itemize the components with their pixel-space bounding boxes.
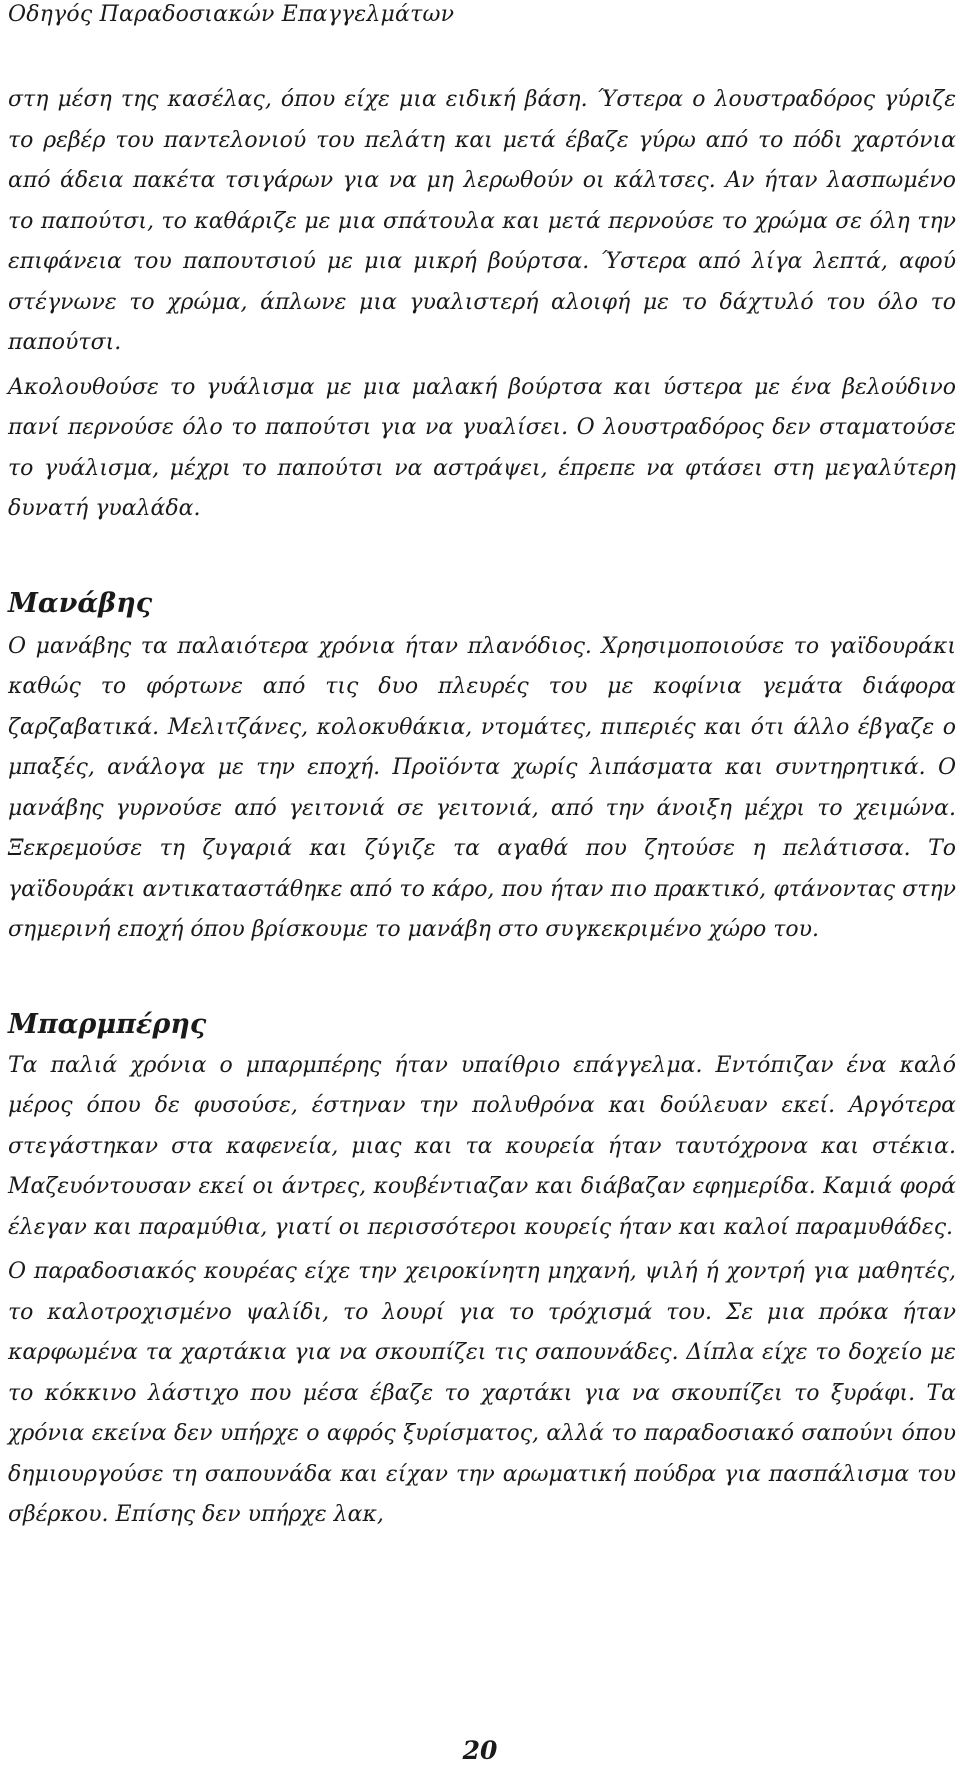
running-header: Οδηγός Παραδοσιακών Επαγγελμάτων <box>8 2 455 27</box>
paragraph-shoeshine-1: στη μέση της κασέλας, όπου είχε μια ειδική βάση. Ύστερα ο λουστραδόρος γύριζε το ρεβέρ του παντελονιού του πελάτη και μετά έβαζε γύρω από το πόδι χαρτόνια από άδεια πακέτα τσιγάρων για να μη λερωθούν οι κάλτσες. Αν ήταν λασπωμένο το παπούτσι, το καθάριζε με μια σπάτουλα και μετά περνούσε το χρώμα σε όλη την επιφάνεια του παπουτσιού με μια μικρή βούρτσα. Ύστερα από λίγα λεπτά, αφού στέγνωνε το χρώμα, άπλωνε μια γυαλιστερή αλοιφή με το δάχτυλό του όλο το παπούτσι. <box>8 87 956 355</box>
paragraph-shoeshine-2: Ακολουθούσε το γυάλισμα με μια μαλακή βούρτσα και ύστερα με ένα βελούδινο πανί περνούσε όλο το παπούτσι για να γυαλίσει. Ο λουστραδόρος δεν σταματούσε το γυάλισμα, μέχρι το παπούτσι να αστράψει, έπρεπε να φτάσει στη μεγαλύτερη δυνατή γυαλάδα. <box>8 374 956 521</box>
section-heading-manavis: Μανάβης <box>8 587 153 619</box>
paragraph-manavis-1: Ο μανάβης τα παλαιότερα χρόνια ήταν πλανόδιος. Χρησιμοποιούσε το γαϊδουράκι καθώς το φόρτωνε από τις δυο πλευρές του με κοφίνια γεμάτα διάφορα ζαρζαβατικά. Μελιτζάνες, κολοκυθάκια, ντομάτες, πιπεριές και ότι άλλο έβγαζε ο μπαξές, ανάλογα με την εποχή. Προϊόντα χωρίς λιπάσματα και συντηρητικά. Ο μανάβης γυρνούσε από γειτονιά σε γειτονιά, από την άνοιξη μέχρι το χειμώνα. Ξεκρεμούσε τη ζυγαριά και ζύγιζε τα αγαθά που ζητούσε η πελάτισσα. Το γαϊδουράκι αντικαταστάθηκε από το κάρο, που ήταν πιο πρακτικό, φτάνοντας στην σημερινή εποχή όπου βρίσκουμε το μανάβη στο συγκεκριμένο χώρο του. <box>8 633 956 942</box>
section-heading-barber: Μπαρμπέρης <box>8 1008 207 1040</box>
paragraph-barber-2: Ο παραδοσιακός κουρέας είχε την χειροκίνητη μηχανή, ψιλή ή χοντρή για μαθητές, το καλοτροχισμένο ψαλίδι, το λουρί για το τρόχισμά του. Σε μια πρόκα ήταν καρφωμένα τα χαρτάκια για να σκουπίζει τις σαπουνάδες. Δίπλα είχε το δοχείο με το κόκκινο λάστιχο που μέσα έβαζε το χαρτάκι για να σκουπίζει το ξυράφι. Τα χρόνια εκείνα δεν υπήρχε ο αφρός ξυρίσματος, αλλά το παραδοσιακό σαπούνι όπου δημιουργούσε τη σαπουνάδα και είχαν την αρωματική πούδρα για πασπάλισμα του σβέρκου. Επίσης δεν υπήρχε λακ, <box>8 1259 956 1527</box>
page-number: 20 <box>462 1736 498 1765</box>
document-body <box>8 80 956 1536</box>
paragraph-barber-1: Τα παλιά χρόνια ο μπαρμπέρης ήταν υπαίθριο επάγγελμα. Εντόπιζαν ένα καλό μέρος όπου δε φυσούσε, έστηναν την πολυθρόνα και δούλευαν εκεί. Αργότερα στεγάστηκαν στα καφενεία, μιας και τα κουρεία ήταν ταυτόχρονα και στέκια. Μαζευόντουσαν εκεί οι άντρες, κουβέντιαζαν και διάβαζαν εφημερίδα. Καμιά φορά έλεγαν και παραμύθια, γιατί οι περισσότεροι κουρείς ήταν και καλοί παραμυθάδες. <box>8 1052 956 1240</box>
